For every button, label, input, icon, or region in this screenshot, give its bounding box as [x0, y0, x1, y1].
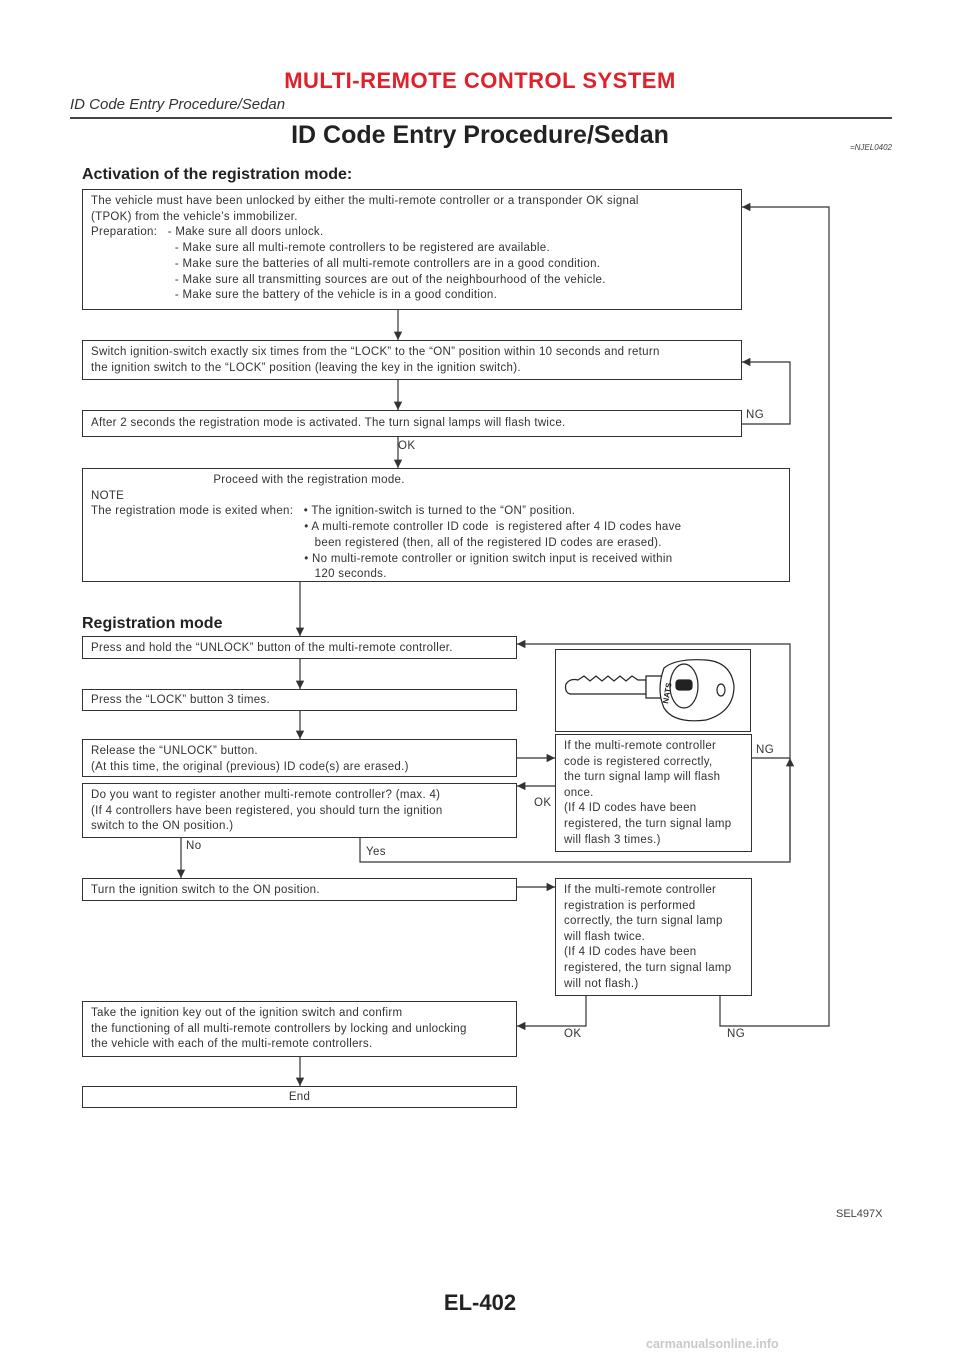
takeout-line: the vehicle with each of the multi-remote controllers. [91, 1038, 373, 1051]
prereq-line: - Make sure all transmitting sources are out of the neighbourhood of the vehicle. [91, 273, 606, 286]
check1-line: registered, the turn signal lamp [564, 817, 732, 830]
after-text: After 2 seconds the registration mode is activated. The turn signal lamps will flash twice. [91, 417, 566, 429]
check2-line: correctly, the turn signal lamp [564, 915, 723, 928]
proceed-note-box [82, 468, 790, 582]
proceed-line: been registered (then, all of the registered ID codes are erased). [91, 536, 662, 549]
press-lock-box [82, 689, 517, 711]
release-line: Release the “UNLOCK” button. [91, 745, 258, 757]
check1-line: If the multi-remote controller [564, 740, 717, 752]
page-number: EL-402 [443, 1290, 517, 1315]
prereq-line: - Make sure the batteries of all multi-remote controllers are in a good condition. [91, 257, 601, 270]
press-unlock-text: Press and hold the “UNLOCK” button of the multi-remote controller. [91, 642, 453, 654]
key-icon [556, 650, 750, 731]
press-lock-text: Press the “LOCK” button 3 times. [91, 694, 270, 706]
activation-heading: Activation of the registration mode: [82, 166, 353, 183]
prereq-line: Preparation: - Make sure all doors unlock. [91, 226, 324, 239]
end-box [82, 1086, 517, 1108]
proceed-line: • No multi-remote controller or ignition switch input is received within [91, 552, 673, 565]
switch-ignition-box [82, 340, 742, 380]
page-title: ID Code Entry Procedure/Sedan [291, 121, 669, 149]
proceed-line: NOTE [91, 489, 125, 502]
check1-line: code is registered correctly, [564, 755, 713, 768]
press-unlock-box [82, 636, 517, 659]
release-unlock-box [82, 739, 517, 777]
check2-line: registration is performed [564, 899, 696, 912]
switch-line: Switch ignition-switch exactly six times from the “LOCK” to the “ON” position within 10 seconds and return [91, 346, 660, 358]
registration-activated-box [82, 410, 742, 437]
takeout-line: the functioning of all multi-remote controllers by locking and unlocking [91, 1022, 467, 1035]
switch-line: the ignition switch to the “LOCK” position (leaving the key in the ignition switch). [91, 361, 521, 374]
prereq-line: (TPOK) from the vehicle’s immobilizer. [91, 210, 298, 223]
prereq-line: The vehicle must have been unlocked by either the multi-remote controller or a transponder OK signal [91, 195, 639, 207]
turn-on-text: Turn the ignition switch to the ON position. [91, 884, 320, 896]
take-key-out-box [82, 1001, 517, 1057]
check1-line: will flash 3 times.) [564, 833, 661, 846]
prereq-line: - Make sure all multi-remote controllers to be registered are available. [91, 242, 550, 255]
header-subtitle: ID Code Entry Procedure/Sedan [70, 96, 286, 113]
register-another-box [82, 783, 517, 838]
another-line: switch to the ON position.) [91, 820, 234, 833]
check2-line: If the multi-remote controller [564, 884, 717, 896]
ng-label: NG [756, 744, 775, 756]
check-registered-box [555, 734, 752, 852]
check2-line: will flash twice. [564, 930, 646, 943]
ok-label: OK [534, 797, 552, 809]
header-title: MULTI-REMOTE CONTROL SYSTEM [284, 68, 676, 93]
check1-line: the turn signal lamp will flash [564, 771, 721, 784]
figure-code: SEL497X [836, 1208, 883, 1220]
ng-label: NG [727, 1028, 746, 1040]
another-line: Do you want to register another multi-remote controller? (max. 4) [91, 789, 441, 801]
key-nats-text: NATS [661, 681, 674, 705]
no-label: No [186, 840, 202, 852]
ok-label: OK [564, 1028, 582, 1040]
ng-label: NG [746, 409, 765, 421]
turn-ignition-on-box [82, 878, 517, 901]
key-illustration [555, 649, 751, 732]
yes-label: Yes [366, 846, 386, 858]
proceed-line: Proceed with the registration mode. [91, 474, 405, 486]
proceed-line: • A multi-remote controller ID code is registered after 4 ID codes have [91, 521, 682, 534]
check1-line: (If 4 ID codes have been [564, 802, 697, 815]
ok-label: OK [398, 440, 416, 452]
another-line: (If 4 controllers have been registered, you should turn the ignition [91, 804, 443, 817]
check1-line: once. [564, 786, 594, 799]
prerequisites-box [82, 189, 742, 310]
release-line: (At this time, the original (previous) ID code(s) are erased.) [91, 760, 409, 773]
section-id: =NJEL0402 [849, 143, 892, 152]
check-performed-box [555, 878, 752, 996]
check2-line: will not flash.) [564, 977, 639, 990]
check2-line: (If 4 ID codes have been [564, 946, 697, 959]
takeout-line: Take the ignition key out of the ignition switch and confirm [91, 1007, 403, 1019]
check2-line: registered, the turn signal lamp [564, 961, 732, 974]
prereq-line: - Make sure the battery of the vehicle is in a good condition. [91, 289, 498, 302]
registration-heading: Registration mode [82, 615, 223, 632]
watermark: carmanualsonline.info [646, 1337, 779, 1351]
proceed-line: 120 seconds. [91, 568, 387, 581]
proceed-line: The registration mode is exited when: • The ignition-switch is turned to the “ON” position. [91, 505, 576, 518]
end-text: End [288, 1091, 311, 1103]
